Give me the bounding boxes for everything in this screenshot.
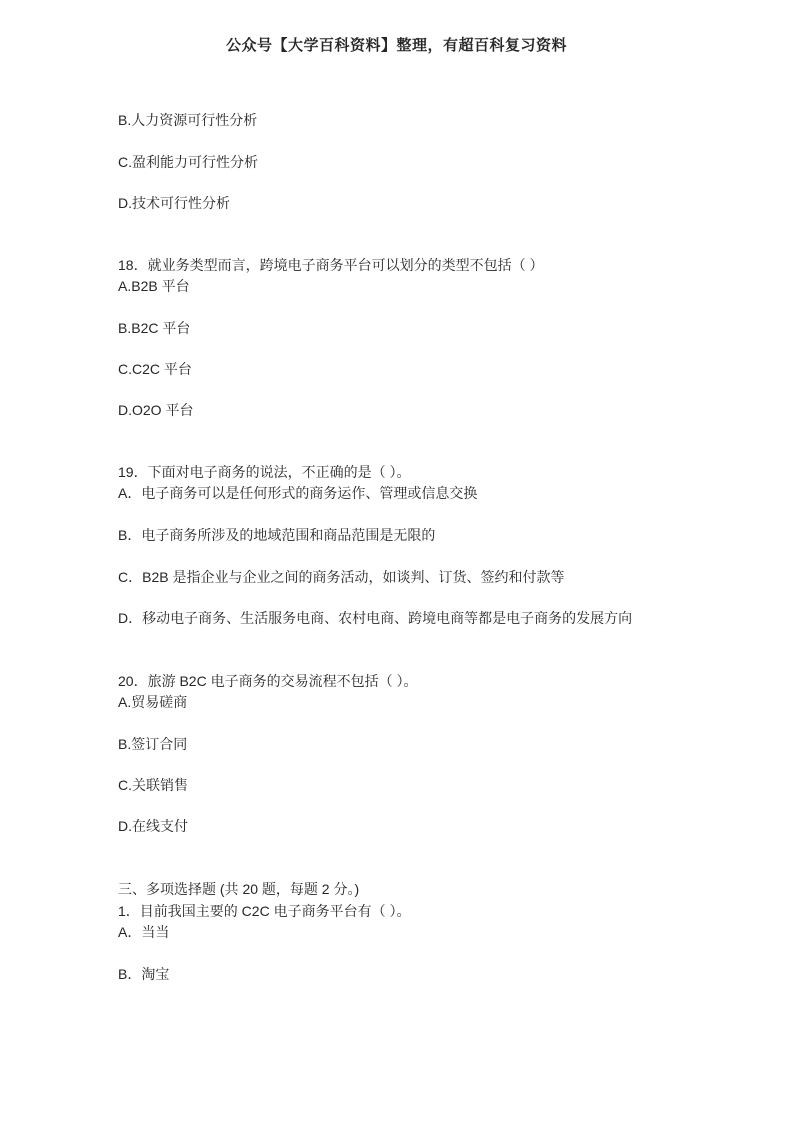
answer-option: C.C2C 平台: [118, 361, 192, 377]
answer-option: A．当当: [118, 924, 170, 940]
answer-option: C.盈利能力可行性分析: [118, 154, 258, 170]
answer-option: A．电子商务可以是任何形式的商务运作、管理或信息交换: [118, 485, 478, 501]
question-stem: 20．旅游 B2C 电子商务的交易流程不包括（ ）。: [118, 673, 418, 689]
answer-option: D.O2O 平台: [118, 402, 194, 418]
section-heading: 三、多项选择题 (共 20 题，每题 2 分。): [118, 881, 360, 897]
answer-option: D．移动电子商务、生活服务电商、农村电商、跨境电商等都是电子商务的发展方向: [118, 610, 633, 626]
answer-option: B．淘宝: [118, 966, 170, 982]
answer-option: D.技术可行性分析: [118, 195, 230, 211]
answer-option: A.贸易磋商: [118, 694, 188, 710]
question-stem: 1．目前我国主要的 C2C 电子商务平台有（ ）。: [118, 903, 411, 919]
answer-option: B.人力资源可行性分析: [118, 112, 258, 128]
answer-option: B.签订合同: [118, 736, 188, 752]
answer-option: D.在线支付: [118, 818, 188, 834]
answer-option: C．B2B 是指企业与企业之间的商务活动，如谈判、订货、签约和付款等: [118, 569, 565, 585]
question-stem: 19．下面对电子商务的说法，不正确的是（ ）。: [118, 464, 411, 480]
answer-option: B．电子商务所涉及的地域范围和商品范围是无限的: [118, 527, 436, 543]
question-stem: 18．就业务类型而言，跨境电子商务平台可以划分的类型不包括（ ）: [118, 257, 544, 273]
answer-option: A.B2B 平台: [118, 278, 190, 294]
answer-option: C.关联销售: [118, 777, 188, 793]
answer-option: B.B2C 平台: [118, 320, 191, 336]
page-header: 公众号【大学百科资料】整理，有超百科复习资料: [225, 38, 567, 54]
